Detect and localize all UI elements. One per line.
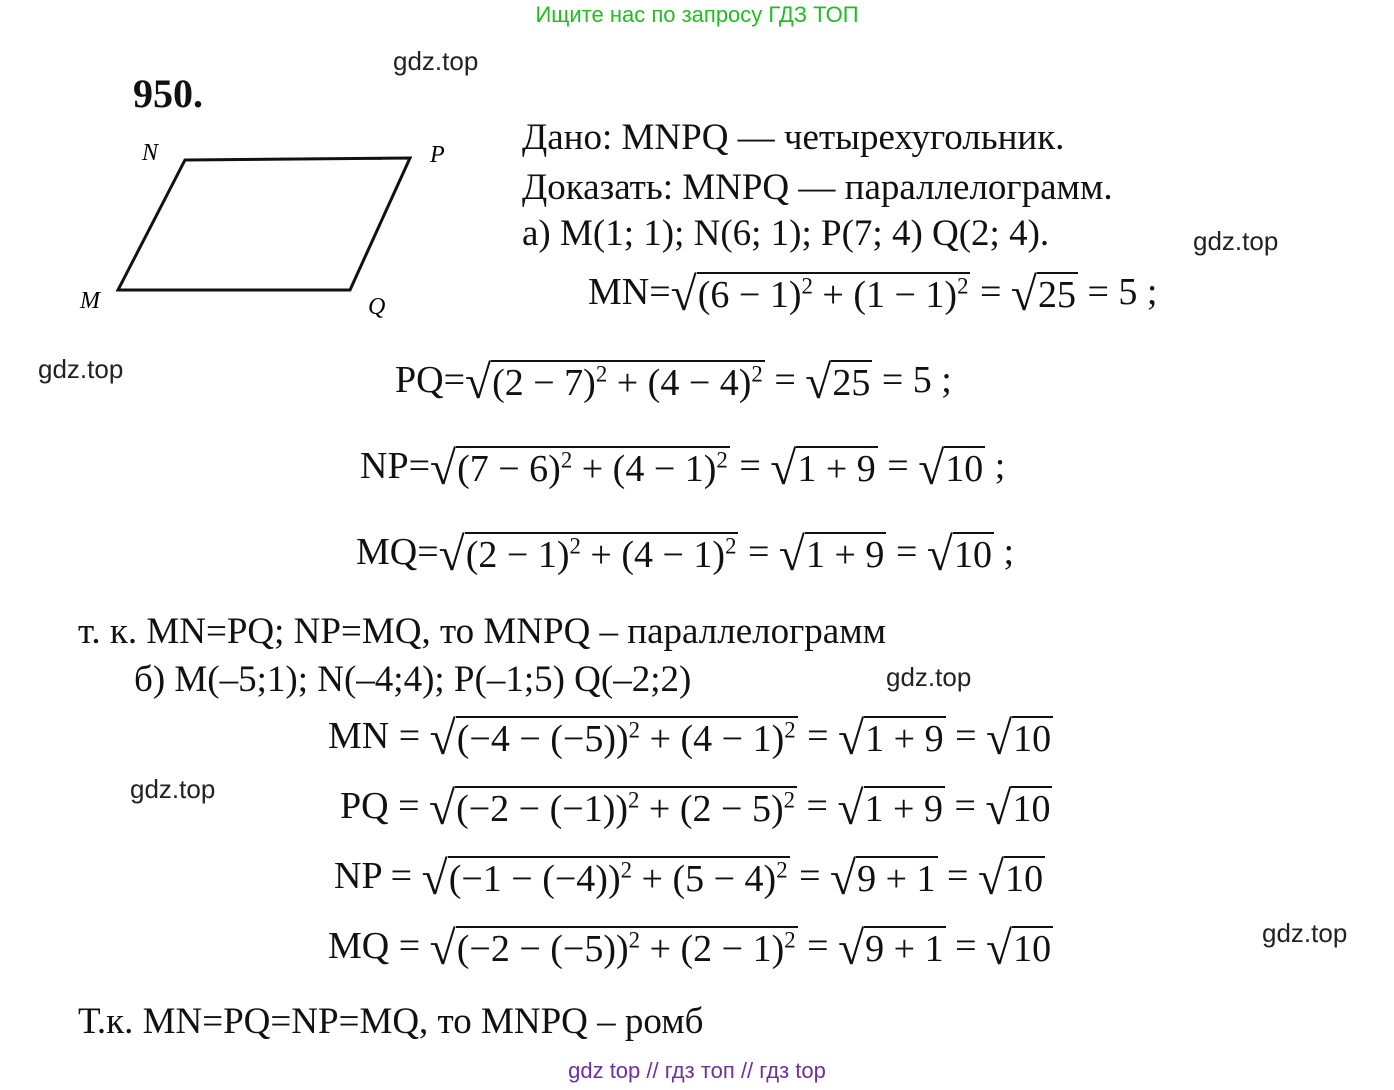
radical: √10 xyxy=(986,922,1052,975)
eq-lhs: NP= xyxy=(360,445,431,487)
equation-mq-b: MQ = $√(-2 - (-5))^2 + (2 - 1)^2 = √9 + 1 = √10$ xyxy=(328,922,1052,975)
radical: √1 + 9 xyxy=(837,782,943,835)
equation-np-b: NP = $√(-1 - (-4))^2 + (5 - 4)^2 = √9 + 1 = √10$ xyxy=(334,852,1044,905)
problem-number: 950. xyxy=(133,71,203,116)
vertex-label-m: M xyxy=(80,288,100,314)
prove-line: Доказать: MNPQ — параллелограмм. xyxy=(522,167,1113,208)
watermark: gdz.top xyxy=(1193,226,1279,256)
radical: √10 xyxy=(926,528,992,581)
radical: √1 + 9 xyxy=(770,442,876,495)
watermark: gdz.top xyxy=(1262,918,1348,948)
radical: $√(2 - 1)^2 + (4 - 1)^2$ xyxy=(438,528,737,581)
radical: √10 xyxy=(985,782,1051,835)
radical: √10 xyxy=(918,442,984,495)
equation-mn-a: $MN=√(6 - 1)^2 + (1 - 1)^2 = √25 = 5$ ; xyxy=(588,268,1158,321)
eq-lhs: PQ = xyxy=(340,785,430,827)
radical: √25 xyxy=(1010,268,1076,321)
radical: √10 xyxy=(986,712,1052,765)
header-banner: Ищите нас по запросу ГДЗ ТОП xyxy=(535,2,859,27)
radical: $√(-2 - (-1))^2 + (2 - 5)^2$ xyxy=(429,782,795,835)
watermark: gdz.top xyxy=(886,662,972,692)
eq-lhs: MN= xyxy=(588,271,671,313)
equation-pq-b: PQ = $√(-2 - (-1))^2 + (2 - 5)^2 = √1 + 9 = √10$ xyxy=(340,782,1051,835)
radical: √25 xyxy=(805,356,871,409)
watermark: gdz.top xyxy=(38,354,124,384)
watermark: gdz.top xyxy=(393,46,479,76)
part-b-conclusion: Т.к. MN=PQ=NP=MQ, то MNPQ – ромб xyxy=(78,1001,704,1042)
footer-links[interactable]: gdz top // гдз топ // гдз top xyxy=(568,1058,826,1083)
equation-mn-b: MN = $√(-4 - (-5))^2 + (4 - 1)^2 = √1 + 9 = √10$ xyxy=(328,712,1052,765)
radical: √1 + 9 xyxy=(838,712,944,765)
equation-pq-a: $PQ=√(2 - 7)^2 + (4 - 4)^2 = √25 = 5$ ; xyxy=(395,356,952,409)
vertex-label-p: P xyxy=(430,142,445,168)
part-a-conclusion: т. к. MN=PQ; NP=MQ, то MNPQ – параллелограмм xyxy=(78,611,887,652)
equation-np-a: $NP=√(7 - 6)^2 + (4 - 1)^2 = √1 + 9 = √10$ ; xyxy=(360,442,1006,495)
radical: √1 + 9 xyxy=(778,528,885,581)
given-line: Дано: MNPQ — четырехугольник. xyxy=(522,117,1065,158)
radical: √10 xyxy=(977,852,1044,905)
radical: $√(-4 - (-5))^2 + (4 - 1)^2$ xyxy=(429,712,796,765)
radical: $√(6 - 1)^2 + (1 - 1)^2$ xyxy=(670,268,969,321)
watermark: gdz.top xyxy=(130,774,216,804)
radical: √9 + 1 xyxy=(830,852,936,905)
eq-lhs: NP = xyxy=(334,855,422,897)
radical: $√(7 - 6)^2 + (4 - 1)^2$ xyxy=(430,442,728,495)
eq-lhs: PQ= xyxy=(395,359,466,401)
parallelogram-figure xyxy=(70,130,490,330)
radical: $√(-1 - (-4))^2 + (5 - 4)^2$ xyxy=(421,852,788,905)
eq-lhs: MQ = xyxy=(328,925,430,967)
eq-lhs: MN = xyxy=(328,715,430,757)
part-a-label: а) M(1; 1); N(6; 1); P(7; 4) Q(2; 4). xyxy=(522,213,1050,254)
parallelogram-shape xyxy=(118,158,410,290)
radical: $√(-2 - (-5))^2 + (2 - 1)^2$ xyxy=(429,922,796,975)
eq-lhs: MQ= xyxy=(356,531,439,573)
part-b-label: б) M(–5;1); N(–4;4); P(–1;5) Q(–2;2) xyxy=(134,659,692,700)
radical: $√(2 - 7)^2 + (4 - 4)^2$ xyxy=(465,356,763,409)
vertex-label-n: N xyxy=(142,140,159,166)
radical: √9 + 1 xyxy=(838,922,944,975)
equation-mq-a: $MQ=√(2 - 1)^2 + (4 - 1)^2 = √1 + 9 = √10$ ; xyxy=(356,528,1015,581)
vertex-label-q: Q xyxy=(368,294,386,320)
